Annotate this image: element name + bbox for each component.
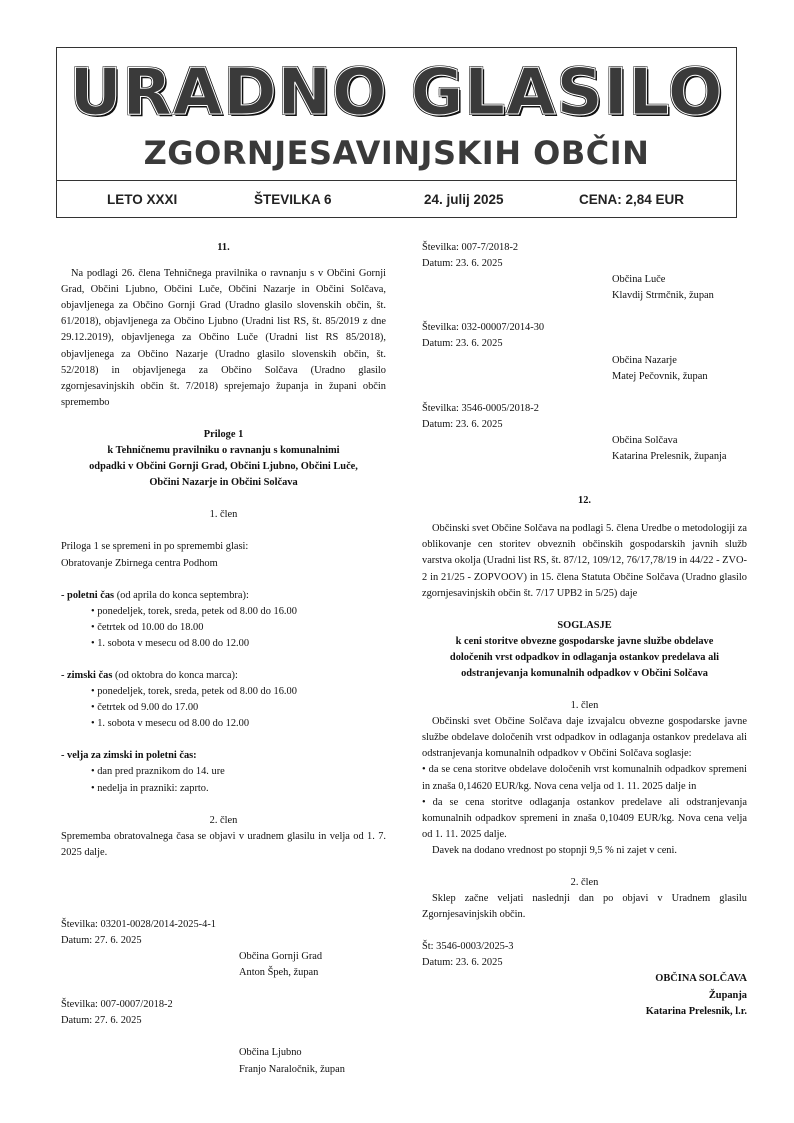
intro-paragraph: Na podlagi 26. člena Tehničnega pravilnika o ravnanju s v Občini Gornji Grad, Občini Ljubno, Občini Luče, Občini Nazarje in Občini Solčava, objavljenega za Občino Gornji Grad (Uradno glasilo slovenskih občin, št. 61/2018), objavljenega za Občino Ljubno (Uradni list RS, št. 85/2019 z dne 29.12.2019), objavljenega za Občino Luče (Uradni list RS 85/2018), objavljenega za Občino Nazarje (Uradno glasilo slovenskih občin, št. 52/2018) in objavljenega za Občino Solčava (Uradno glasilo zgornjesavinjskih občin št. 7/2018) sprejemajo županja in župani občin spremembo (61, 268, 386, 408)
publication-title: URADNO GLASILO (69, 56, 724, 130)
signature-name: Franjo Naraločnik, župan (239, 1063, 345, 1075)
article-heading: 2. člen (570, 877, 599, 888)
issue-date: 24. julij 2025 (424, 192, 504, 207)
document-number: Številka: 007-0007/2018-2 (61, 999, 173, 1011)
masthead (56, 47, 737, 218)
document-date: Datum: 23. 6. 2025 (422, 258, 503, 270)
document-number: Številka: 3546-0005/2018-2 (422, 402, 539, 414)
heading-line: odpadki v Občini Gornji Grad, Občini Ljubno, Občini Luče, (89, 461, 358, 473)
paragraph: Obratovanje Zbirnega centra Podhom (61, 557, 218, 569)
issue-number: ŠTEVILKA 6 (254, 192, 332, 207)
signature-org: Občina Solčava (612, 434, 678, 446)
document-date: Datum: 23. 6. 2025 (422, 957, 503, 969)
signature-org: OBČINA SOLČAVA (655, 973, 747, 985)
heading-line: SOGLASJE (557, 619, 612, 631)
signature-org: Občina Luče (612, 274, 666, 286)
article-heading: 1. člen (570, 700, 599, 712)
signature-name: Anton Špeh, župan (239, 967, 319, 979)
paragraph: Priloga 1 se spremeni in po spremembi glasi: (61, 541, 249, 553)
document-date: Datum: 23. 6. 2025 (422, 338, 503, 350)
list-item: • nedelja in prazniki: zaprto. (91, 782, 209, 794)
signature-name: Katarina Prelesnik, l.r. (645, 1005, 747, 1017)
list-item: • 1. sobota v mesecu od 8.00 do 12.00 (91, 718, 250, 730)
document-number: Številka: 03201-0028/2014-2025-4-1 (61, 918, 216, 930)
issue-price: CENA: 2,84 EUR (579, 192, 685, 207)
paragraph: Sprememba obratovalnega časa se objavi v uradnem glasilu in velja od 1. 7. 2025 dalje. (61, 830, 386, 858)
list-item: • ponedeljek, torek, sreda, petek od 8.00 do 16.00 (91, 686, 297, 698)
document-number: Številka: 007-7/2018-2 (422, 242, 519, 253)
heading-line: odstranjevanja komunalnih odpadkov v Občini Solčava (461, 667, 708, 679)
winter-label: - zimski čas (61, 669, 113, 681)
left-column (61, 240, 386, 1078)
signature-org: Občina Ljubno (239, 1047, 302, 1059)
signature-org: Občina Gornji Grad (239, 951, 323, 963)
article-heading: 1. člen (209, 509, 238, 521)
signature-name: Matej Pečovnik, župan (612, 370, 708, 382)
schedule-heading: - velja za zimski in poletni čas: (61, 750, 197, 762)
document-number: Št: 3546-0003/2025-3 (422, 941, 514, 953)
masthead-divider (57, 180, 736, 181)
document-date: Datum: 27. 6. 2025 (61, 1015, 142, 1027)
signature-org: Občina Nazarje (612, 354, 677, 366)
signature-name: Klavdij Strmčnik, župan (612, 290, 714, 302)
list-item: • četrtek od 10.00 do 18.00 (91, 621, 204, 633)
bullet-paragraph: • da se cena storitve obdelave določenih vrst komunalnih odpadkov spremeni in znaša 0,14620 EUR/kg. Nova cena velja od 1. 11. 2025 dalje in (422, 764, 747, 792)
list-item: • četrtek od 9.00 do 17.00 (91, 702, 199, 714)
document-number: Številka: 032-00007/2014-30 (422, 322, 545, 334)
summer-label: - poletni čas (61, 589, 115, 601)
schedule-heading: - zimski čas (od oktobra do konca marca): (61, 669, 238, 681)
schedule-heading: - poletni čas (od aprila do konca septembra): (61, 589, 249, 601)
publication-subtitle: ZGORNJESAVINJSKIH OBČIN (143, 134, 650, 172)
document-date: Datum: 27. 6. 2025 (61, 935, 142, 946)
signature-role: Županja (708, 989, 747, 1001)
issue-year: LETO XXXI (107, 192, 178, 207)
heading-line: določenih vrst odpadkov in odlaganja ostankov predelava ali (449, 651, 720, 663)
list-item: • ponedeljek, torek, sreda, petek od 8.00 do 16.00 (91, 605, 297, 617)
intro-paragraph: Občinski svet Občine Solčava na podlagi 5. člena Uredbe o metodologiji za oblikovanje cen storitev obveznih občinskih gospodarskih javnih služb varstva okolja (Uradni list RS, št. 87/12, 109/12, 76/17,78/19 in 44/22 - ZVO-2 in 21/25 - ZOPVOOV) in 15. člena Statuta Občine Solčava (Uradno glasilo zgornjesavinjskih občin št. 7/17 UPB2 in 5/25) daje (422, 523, 747, 599)
signature-name: Katarina Prelesnik, županja (612, 451, 727, 463)
heading-line: Občini Nazarje in Občini Solčava (149, 477, 298, 489)
section-number: 12. (578, 495, 591, 507)
bullet-paragraph: • da se cena storitve odlaganja ostankov predelave ali odstranjevanja komunalnih odpadkov spremeni in znaša 0,10409 EUR/kg. Nova cena velja od 1. 11. 2025 dalje. (422, 796, 747, 840)
heading-line: Priloge 1 (203, 428, 244, 440)
document-date: Datum: 23. 6. 2025 (422, 418, 503, 430)
paragraph: Sklep začne veljati naslednji dan po objavi v Uradnem glasilu Zgornjesavinjskih občin. (422, 893, 747, 921)
paragraph: Občinski svet Občine Solčava daje izvajalcu obvezne gospodarske javne službe obdelave določenih vrst odpadkov in odlaganja ostankov predelava ali odstranjevanja komunalnih odpadkov v Občini Solčava soglasje: (422, 716, 747, 760)
right-column (422, 240, 747, 1020)
heading-line: k Tehničnemu pravilniku o ravnanju s komunalnimi (107, 445, 340, 457)
section-number: 11. (217, 242, 230, 253)
heading-line: k ceni storitve obvezne gospodarske javne službe obdelave (455, 635, 714, 647)
list-item: • dan pred praznikom do 14. ure (91, 766, 225, 778)
list-item: • 1. sobota v mesecu od 8.00 do 12.00 (91, 637, 250, 649)
paragraph: Davek na dodano vrednost po stopnji 9,5 % ni zajet v ceni. (432, 844, 677, 856)
article-heading: 2. člen (209, 814, 238, 826)
